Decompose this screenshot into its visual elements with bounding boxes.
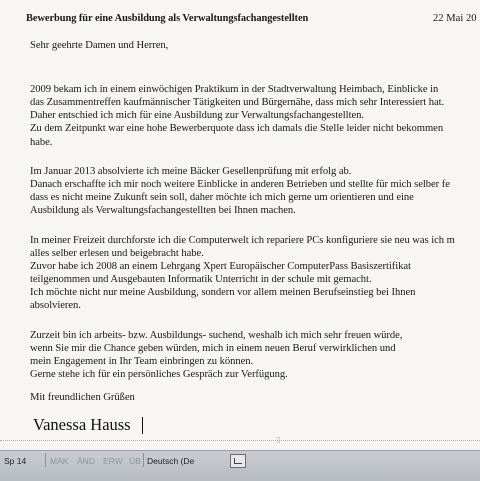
paragraph-line: teilgenommen und Ausgebauten Informatik Unterricht in der schule mit gemacht. — [30, 274, 372, 285]
text-cursor — [142, 417, 143, 434]
cursor-position: Sp 14 — [4, 456, 27, 466]
overtype-indicator[interactable]: ÜB — [129, 456, 141, 466]
paragraph-line: habe. — [30, 137, 53, 148]
status-divider — [45, 453, 46, 467]
salutation: Sehr geehrte Damen und Herren, — [30, 40, 169, 51]
track-changes-indicator[interactable]: ÄND — [77, 456, 95, 466]
paragraph-line: Danach erschaffte ich mir noch weitere Einblicke in anderen Betrieben und stellte für mich selber fe — [30, 179, 450, 190]
signature-text: Vanessa Hauss — [33, 415, 131, 434]
paragraph-line: alles selber erlesen und beigebracht habe. — [30, 248, 204, 259]
paragraph-line: dass es nicht meine Zukunft sein soll, daher möchte ich mich gerne um orientieren und eine — [30, 192, 414, 203]
macro-recorder-indicator[interactable]: MAK — [50, 456, 69, 466]
extend-selection-indicator[interactable]: ERW — [103, 456, 123, 466]
paragraph-line: absolvieren. — [30, 300, 81, 311]
paragraph-line: Zurzeit bin ich arbeits- bzw. Ausbildungs- suchend, weshalb ich mich sehr freuen würde, — [30, 330, 403, 341]
page-marker-icon: ⁞⁞ — [276, 436, 281, 445]
status-bar — [0, 450, 480, 481]
paragraph-line: Zu dem Zeitpunkt war eine hohe Bewerberquote dass ich damals die Stelle leider nicht bekommen — [30, 123, 444, 134]
paragraph-line: Daher entschied ich mich für eine Ausbildung zur Verwaltungsfachangestellten. — [30, 110, 364, 121]
status-divider — [143, 453, 144, 467]
closing-line: Mit freundlichen Grüßen — [30, 392, 135, 403]
paragraph-line: mein Engagement in Ihr Team einbringen zu können. — [30, 356, 254, 367]
paragraph-line: Im Januar 2013 absolvierte ich meine Bäcker Gesellenprüfung mit erfolg ab. — [30, 166, 352, 177]
paragraph-line: Zuvor habe ich 2008 an einem Lehrgang Xpert Europäischer ComputerPass Basiszertifikat — [30, 261, 411, 272]
paragraph-line: Ich möchte nicht nur meine Ausbildung, sondern vor allem meinen Berufseinstieg bei Ihnen — [30, 287, 416, 298]
page-break-line — [0, 440, 480, 442]
spelling-check-icon[interactable] — [230, 454, 246, 468]
subject-line: Bewerbung für eine Ausbildung als Verwaltungsfachangestellten — [26, 13, 309, 24]
paragraph-line: Ausbildung als Verwaltungsfachangestellten bei Ihnen machen. — [30, 205, 296, 216]
paragraph-line: Gerne stehe ich für ein persönliches Gespräch zur Verfügung. — [30, 369, 288, 380]
paragraph-line: 2009 bekam ich in einem einwöchigen Praktikum in der Stadtverwaltung Heimbach, Einblicke in — [30, 84, 439, 95]
language-indicator[interactable]: Deutsch (De — [147, 456, 195, 466]
paragraph-line: In meiner Freizeit durchforste ich die Computerwelt ich repariere PCs konfiguriere sie neu was ich m — [30, 235, 455, 246]
date-text: 22 Mai 20 — [433, 13, 477, 24]
paragraph-line: wenn Sie mir die Chance geben würden, mich in einem neuen Beruf verwirklichen und — [30, 343, 396, 354]
paragraph-line: das Zusammentreffen kaufmännischer Tätigkeiten und Bürgernähe, dass mich sehr Interessiert hat. — [30, 97, 445, 108]
